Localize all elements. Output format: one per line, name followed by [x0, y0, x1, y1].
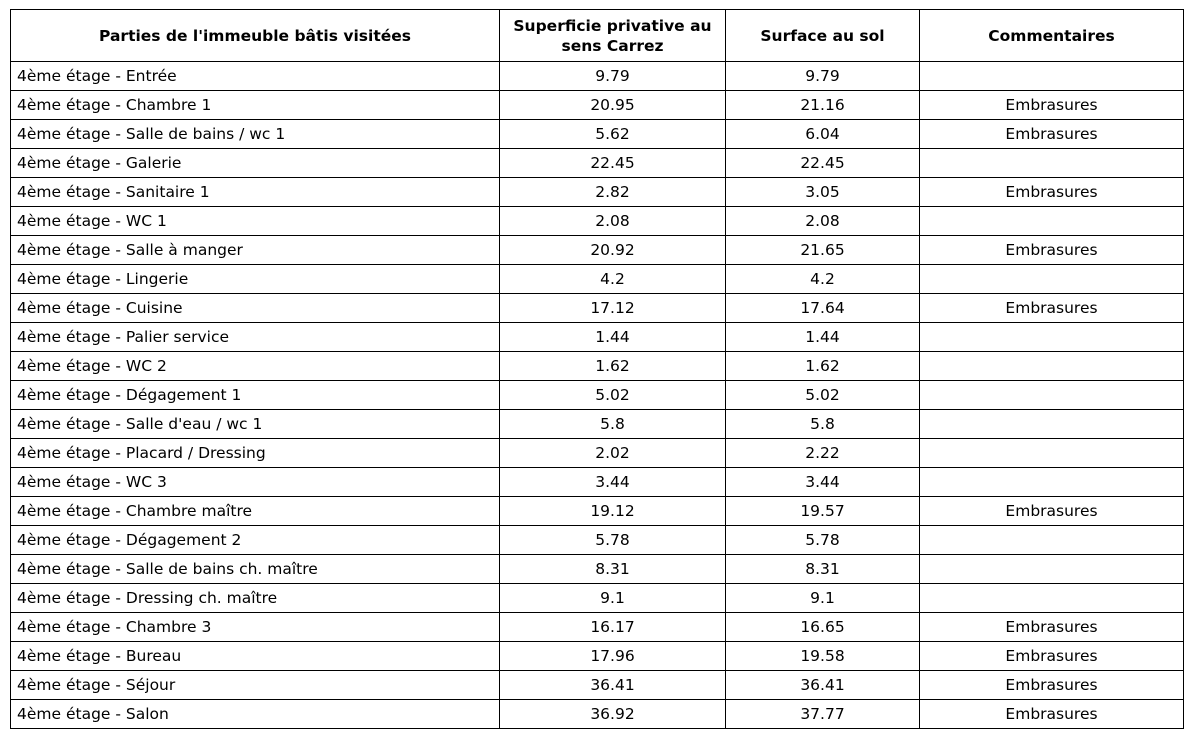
- room-name-cell: 4ème étage - Dégagement 1: [11, 381, 500, 410]
- comment-cell: [920, 352, 1184, 381]
- carrez-area-cell: 2.82: [500, 178, 726, 207]
- carrez-area-cell: 17.12: [500, 294, 726, 323]
- room-name-cell: 4ème étage - WC 2: [11, 352, 500, 381]
- floor-area-cell: 5.78: [726, 526, 920, 555]
- surfaces-table: [10, 9, 1184, 729]
- table-row: [11, 323, 1184, 352]
- room-name-cell: 4ème étage - Dégagement 2: [11, 526, 500, 555]
- comment-cell: Embrasures: [920, 236, 1184, 265]
- carrez-area-cell: 36.92: [500, 700, 726, 729]
- comment-cell: Embrasures: [920, 642, 1184, 671]
- carrez-area-cell: 9.79: [500, 62, 726, 91]
- table-row: [11, 381, 1184, 410]
- carrez-area-cell: 3.44: [500, 468, 726, 497]
- floor-area-cell: 4.2: [726, 265, 920, 294]
- room-name-cell: 4ème étage - Chambre 3: [11, 613, 500, 642]
- header-carrez: Superficie privative au sens Carrez: [500, 10, 726, 62]
- comment-cell: [920, 555, 1184, 584]
- table-row: [11, 613, 1184, 642]
- table-row: [11, 497, 1184, 526]
- table-row: [11, 410, 1184, 439]
- table-row: [11, 149, 1184, 178]
- room-name-cell: 4ème étage - WC 3: [11, 468, 500, 497]
- table-row: [11, 236, 1184, 265]
- table-header: [11, 10, 1184, 62]
- comment-cell: Embrasures: [920, 91, 1184, 120]
- table-row: [11, 642, 1184, 671]
- carrez-area-cell: 5.02: [500, 381, 726, 410]
- floor-area-cell: 9.79: [726, 62, 920, 91]
- comment-cell: Embrasures: [920, 671, 1184, 700]
- floor-area-cell: 2.22: [726, 439, 920, 468]
- floor-area-cell: 6.04: [726, 120, 920, 149]
- room-name-cell: 4ème étage - Lingerie: [11, 265, 500, 294]
- table-row: [11, 526, 1184, 555]
- floor-area-cell: 21.65: [726, 236, 920, 265]
- floor-area-cell: 2.08: [726, 207, 920, 236]
- carrez-area-cell: 1.44: [500, 323, 726, 352]
- comment-cell: Embrasures: [920, 178, 1184, 207]
- room-name-cell: 4ème étage - Bureau: [11, 642, 500, 671]
- floor-area-cell: 19.58: [726, 642, 920, 671]
- carrez-area-cell: 20.95: [500, 91, 726, 120]
- room-name-cell: 4ème étage - Chambre 1: [11, 91, 500, 120]
- carrez-area-cell: 19.12: [500, 497, 726, 526]
- comment-cell: [920, 323, 1184, 352]
- carrez-area-cell: 20.92: [500, 236, 726, 265]
- header-room: Parties de l'immeuble bâtis visitées: [11, 10, 500, 62]
- comment-cell: [920, 468, 1184, 497]
- table-body: [11, 62, 1184, 729]
- comment-cell: [920, 265, 1184, 294]
- table-row: [11, 294, 1184, 323]
- comment-cell: [920, 439, 1184, 468]
- room-name-cell: 4ème étage - Dressing ch. maître: [11, 584, 500, 613]
- room-name-cell: 4ème étage - Salle de bains ch. maître: [11, 555, 500, 584]
- carrez-area-cell: 1.62: [500, 352, 726, 381]
- comment-cell: Embrasures: [920, 613, 1184, 642]
- carrez-area-cell: 4.2: [500, 265, 726, 294]
- room-name-cell: 4ème étage - Placard / Dressing: [11, 439, 500, 468]
- comment-cell: [920, 149, 1184, 178]
- room-name-cell: 4ème étage - Entrée: [11, 62, 500, 91]
- floor-area-cell: 22.45: [726, 149, 920, 178]
- header-sol: Surface au sol: [726, 10, 920, 62]
- floor-area-cell: 17.64: [726, 294, 920, 323]
- room-name-cell: 4ème étage - Sanitaire 1: [11, 178, 500, 207]
- comment-cell: [920, 410, 1184, 439]
- table-row: [11, 178, 1184, 207]
- table-row: [11, 91, 1184, 120]
- carrez-area-cell: 16.17: [500, 613, 726, 642]
- header-row: [11, 10, 1184, 62]
- room-name-cell: 4ème étage - Salle d'eau / wc 1: [11, 410, 500, 439]
- floor-area-cell: 8.31: [726, 555, 920, 584]
- comment-cell: [920, 207, 1184, 236]
- floor-area-cell: 9.1: [726, 584, 920, 613]
- room-name-cell: 4ème étage - Galerie: [11, 149, 500, 178]
- room-name-cell: 4ème étage - Chambre maître: [11, 497, 500, 526]
- floor-area-cell: 36.41: [726, 671, 920, 700]
- table-row: [11, 352, 1184, 381]
- carrez-area-cell: 2.02: [500, 439, 726, 468]
- floor-area-cell: 1.44: [726, 323, 920, 352]
- room-name-cell: 4ème étage - Salle de bains / wc 1: [11, 120, 500, 149]
- table-row: [11, 671, 1184, 700]
- comment-cell: [920, 62, 1184, 91]
- room-name-cell: 4ème étage - Palier service: [11, 323, 500, 352]
- floor-area-cell: 21.16: [726, 91, 920, 120]
- carrez-area-cell: 9.1: [500, 584, 726, 613]
- room-name-cell: 4ème étage - Salle à manger: [11, 236, 500, 265]
- room-name-cell: 4ème étage - Cuisine: [11, 294, 500, 323]
- table-row: [11, 468, 1184, 497]
- carrez-area-cell: 2.08: [500, 207, 726, 236]
- comment-cell: Embrasures: [920, 294, 1184, 323]
- floor-area-cell: 1.62: [726, 352, 920, 381]
- header-comment: Commentaires: [920, 10, 1184, 62]
- floor-area-cell: 37.77: [726, 700, 920, 729]
- room-name-cell: 4ème étage - WC 1: [11, 207, 500, 236]
- table-row: [11, 584, 1184, 613]
- carrez-area-cell: 8.31: [500, 555, 726, 584]
- floor-area-cell: 19.57: [726, 497, 920, 526]
- floor-area-cell: 3.44: [726, 468, 920, 497]
- table-row: [11, 62, 1184, 91]
- comment-cell: [920, 584, 1184, 613]
- comment-cell: Embrasures: [920, 700, 1184, 729]
- carrez-area-cell: 17.96: [500, 642, 726, 671]
- comment-cell: [920, 526, 1184, 555]
- carrez-area-cell: 5.78: [500, 526, 726, 555]
- room-name-cell: 4ème étage - Séjour: [11, 671, 500, 700]
- table-row: [11, 700, 1184, 729]
- floor-area-cell: 5.02: [726, 381, 920, 410]
- carrez-area-cell: 22.45: [500, 149, 726, 178]
- carrez-area-cell: 5.8: [500, 410, 726, 439]
- floor-area-cell: 5.8: [726, 410, 920, 439]
- table-row: [11, 555, 1184, 584]
- floor-area-cell: 3.05: [726, 178, 920, 207]
- table-row: [11, 120, 1184, 149]
- comment-cell: Embrasures: [920, 120, 1184, 149]
- table-row: [11, 439, 1184, 468]
- table-row: [11, 265, 1184, 294]
- carrez-area-cell: 5.62: [500, 120, 726, 149]
- floor-area-cell: 16.65: [726, 613, 920, 642]
- comment-cell: [920, 381, 1184, 410]
- comment-cell: Embrasures: [920, 497, 1184, 526]
- room-name-cell: 4ème étage - Salon: [11, 700, 500, 729]
- table-row: [11, 207, 1184, 236]
- carrez-area-cell: 36.41: [500, 671, 726, 700]
